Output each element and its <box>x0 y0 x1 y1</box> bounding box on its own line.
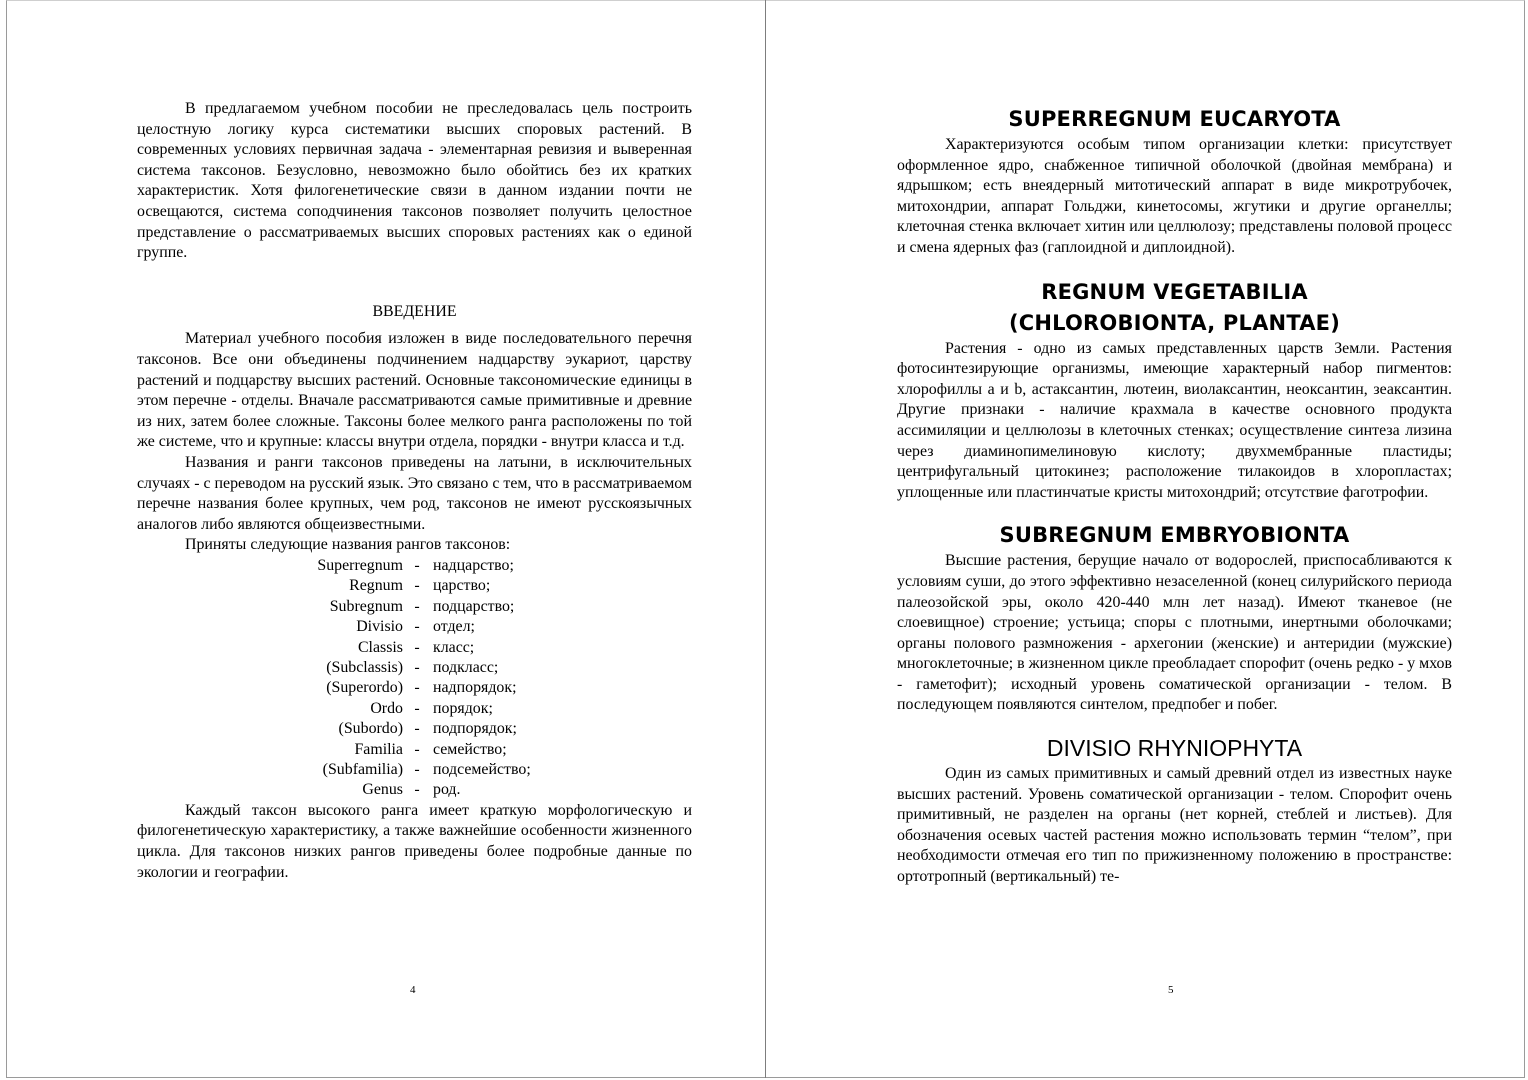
paragraph: Каждый таксон высокого ранга имеет краткую морфологическую и филогенетическую характеристику, а также важнейшие особенности жизненного цикла. Для таксонов низких рангов приведены более подробные данные по экологии и географии. <box>137 801 692 881</box>
rank-dash: - <box>414 679 420 697</box>
taxon-description: Характеризуются особым типом организации клетки: присутствует оформленное ядро, снабженное типичной оболочкой (двойная мембрана) и ядрышком; есть внеядерный митотический аппарат в виде микротрубочек, митохондрии, аппарат Гольджи, кинетосомы, жгутики и другие органеллы; клеточная стенка включает хитин или целлюлозу; представлены половой процесс и смена ядерных фаз (гаплоидной и диплоидной). <box>897 136 1452 256</box>
rank-dash: - <box>414 699 420 717</box>
taxon-description: Высшие растения, берущие начало от водорослей, приспосабливаются к условиям суши, до этого эффективно незаселенной (конец силурийского периода палеозойской эры, около 420-440 млн лет назад). Имеют тканевое (не слоевищное) строение; устьица; споры с плотными, инертными оболочками; органы полового размножения - архегонии (женские) и антеридии (мужские) многоклеточные; в жизненном цикле преобладает спорофит (очень редко - у мхов - гаметофит); исходный уровень соматической организации - телом. В последующем появляются синтелом, предпобег и побег. <box>897 552 1452 714</box>
rank-russian: подкласс; <box>433 658 499 676</box>
rank-russian: семейство; <box>433 740 507 758</box>
rank-latin: (Subclassis) <box>326 658 403 676</box>
rank-russian: надцарство; <box>433 556 514 574</box>
rank-row <box>277 678 531 698</box>
rank-dash: - <box>414 638 420 656</box>
rank-russian: класс; <box>433 638 475 656</box>
taxon-heading: DIVISIO RHYNIOPHYTA <box>1046 735 1303 762</box>
page-number: 5 <box>1168 984 1174 996</box>
taxon-description: Растения - одно из самых представленных царств Земли. Растения фотосинтезирующие организмы, имеющие характерный набор пигментов: хлорофиллы a и b, астаксантин, лютеин, виолаксантин, неоксантин, зеаксантин. Другие признаки - наличие крахмала в качестве основного продукта ассимиляции и целлюлозы в клеточных стенках; осуществление синтеза лизина через диаминопимелиновую кислоту; двухмембранные пластиды; центрифугальный цитокинез; расположение тилакоидов в хлоропластах; уплощенные или пластинчатые кристы митохондрий; отсутствие фаготрофии. <box>897 339 1452 501</box>
rank-row <box>277 658 531 678</box>
rank-row <box>277 597 531 617</box>
rank-row <box>277 699 531 719</box>
rank-row <box>277 760 531 780</box>
rank-latin: (Subordo) <box>338 720 403 738</box>
taxon-heading: REGNUM VEGETABILIA <box>1041 279 1308 304</box>
rank-dash: - <box>414 760 420 778</box>
rank-latin: Divisio <box>356 618 403 636</box>
rank-row <box>277 617 531 637</box>
rank-russian: царство; <box>433 577 491 595</box>
rank-latin: Regnum <box>349 577 403 595</box>
rank-latin: Ordo <box>370 699 403 717</box>
rank-latin: (Subfamilia) <box>322 760 403 778</box>
rank-dash: - <box>414 618 420 636</box>
rank-latin: (Superordo) <box>326 679 403 697</box>
rank-latin: Superregnum <box>317 556 403 574</box>
rank-latin: Subregnum <box>329 597 403 615</box>
taxon-description: Один из самых примитивных и самый древний отдел из известных науке высших растений. Уровень соматической организации - телом. Спорофит очень примитивный, не разделен на органы (нет корней, стеблей и листьев). Для обозначения осевых частей растения можно использовать термин “телом”, при необходимости отмечая его тип по прижизненному положению в пространстве: ортотропный (вертикальный) те- <box>897 765 1452 886</box>
rank-russian: отдел; <box>433 618 475 636</box>
rank-row <box>277 740 531 760</box>
rank-russian: надпорядок; <box>433 679 517 697</box>
rank-russian: подсемейство; <box>433 760 531 778</box>
rank-dash: - <box>414 740 420 758</box>
intro-paragraph: В предлагаемом учебном пособии не преследовалась цель построить целостную логику курса систематики высших споровых растений. В современных условиях первичная задача - элементарная ревизия и выверенная система таксонов. Безусловно, невозможно было обойтись без их кратких характеристик. Хотя филогенетические связи в данном издании почти не освещаются, система соподчинения таксонов позволяет получить целостное представление о рассматриваемых высших споровых растениях как о единой группе. <box>137 100 692 262</box>
rank-russian: порядок; <box>433 699 493 717</box>
rank-row <box>277 719 531 739</box>
right-page <box>766 0 1525 1078</box>
page-number: 4 <box>410 984 416 996</box>
paragraph: Названия и ранги таксонов приведены на латыни, в исключительных случаях - с переводом на русский язык. Это связано с тем, что в рассматриваемом перечне названия более крупных, чем род, таксонов не имеют русскоязычных аналогов либо являются общеизвестными. <box>137 453 692 533</box>
rank-table <box>277 556 531 801</box>
rank-dash: - <box>414 720 420 738</box>
rank-latin: Genus <box>362 781 403 799</box>
taxon-heading-synonyms: (CHLOROBIONTA, PLANTAE) <box>1008 310 1341 335</box>
rank-dash: - <box>414 577 420 595</box>
taxon-heading: SUBREGNUM EMBRYOBIONTA <box>999 523 1350 548</box>
rank-row <box>277 780 531 800</box>
rank-row <box>277 576 531 596</box>
paragraph: Материал учебного пособия изложен в виде последовательного перечня таксонов. Все они объединены подчинением надцарству эукариот, царству растений и подцарству высших растений. Основные таксономические единицы в этом перечне - отделы. Вначале рассматриваются самые примитивные и древние из них, затем более сложные. Таксоны более мелкого ранга расположены по той же системе, что и крупные: классы внутри отдела, порядки - внутри класса и т.д. <box>137 330 692 451</box>
rank-dash: - <box>414 597 420 615</box>
rank-dash: - <box>414 781 420 799</box>
rank-dash: - <box>414 658 420 676</box>
left-page <box>6 0 765 1078</box>
rank-dash: - <box>414 556 420 574</box>
paragraph: Приняты следующие названия рангов таксонов: <box>185 536 511 554</box>
rank-russian: подцарство; <box>433 597 515 615</box>
rank-russian: подпорядок; <box>433 720 517 738</box>
rank-row <box>277 638 531 658</box>
rank-row <box>277 556 531 576</box>
right-page-content <box>897 99 1452 888</box>
rank-latin: Familia <box>354 740 403 758</box>
taxon-heading: SUPERREGNUM EUCARYOTA <box>1008 107 1341 131</box>
left-page-content <box>137 99 692 883</box>
rank-latin: Classis <box>357 638 403 656</box>
rank-russian: род. <box>433 781 461 799</box>
section-title: ВВЕДЕНИЕ <box>372 302 457 320</box>
